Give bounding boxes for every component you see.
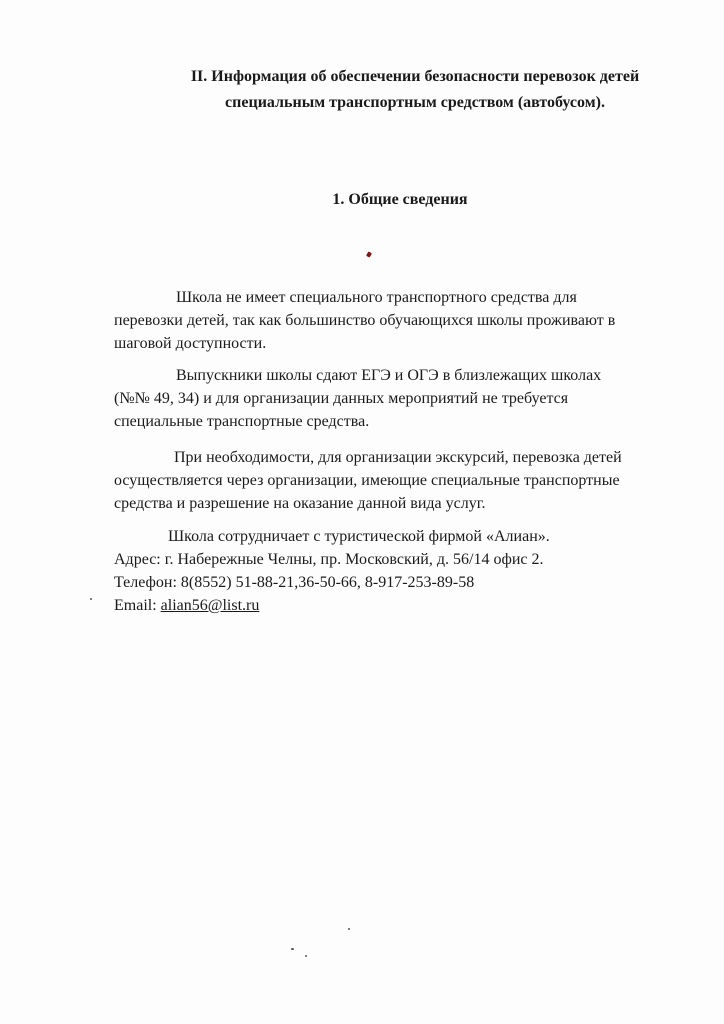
scan-speck — [348, 928, 350, 930]
paragraph-line: (№№ 49, 34) и для организации данных мероприятий не требуется — [114, 390, 569, 407]
paragraph-line: При необходимости, для организации экскурсий, перевозка детей — [174, 449, 622, 466]
paragraph-line: средства и разрешение на оказание данной вида услуг. — [114, 495, 486, 512]
title-line-1: II. Информация об обеспечении безопасности перевозок детей — [190, 68, 640, 85]
paragraph-line: Выпускники школы сдают ЕГЭ и ОГЭ в близлежащих школах — [176, 367, 602, 384]
email-link[interactable]: alian56@list.ru — [160, 597, 260, 614]
contact-phone: Телефон: 8(8552) 51-88-21,36-50-66, 8-917-253-89-58 — [114, 574, 475, 591]
scan-speck — [291, 948, 294, 950]
scan-speck — [90, 598, 92, 600]
paragraph-no-transport — [114, 286, 674, 355]
scan-speck — [305, 955, 307, 957]
contact-address: Адрес: г. Набережные Челны, пр. Московский, д. 56/14 офис 2. — [114, 551, 544, 568]
paragraph-excursions — [114, 446, 674, 515]
contact-intro: Школа сотрудничает с туристической фирмой «Алиан». — [168, 528, 550, 545]
scan-mark — [366, 251, 372, 257]
paragraph-line: осуществляется через организации, имеющие специальные транспортные — [114, 472, 620, 489]
paragraph-line: Школа не имеет специального транспортного средства для — [176, 289, 577, 306]
contact-block — [114, 525, 674, 617]
section-heading: 1. Общие сведения — [332, 191, 468, 208]
email-label: Email: — [114, 597, 161, 614]
paragraph-line: специальные транспортные средства. — [114, 413, 370, 430]
title-line-2: специальным транспортным средством (автобусом). — [225, 94, 605, 111]
paragraph-exams — [114, 364, 674, 433]
contact-email — [114, 594, 674, 617]
paragraph-line: шаговой доступности. — [114, 335, 267, 352]
paragraph-line: перевозки детей, так как большинство обучающихся школы проживают в — [114, 312, 616, 329]
document-title — [150, 64, 680, 116]
